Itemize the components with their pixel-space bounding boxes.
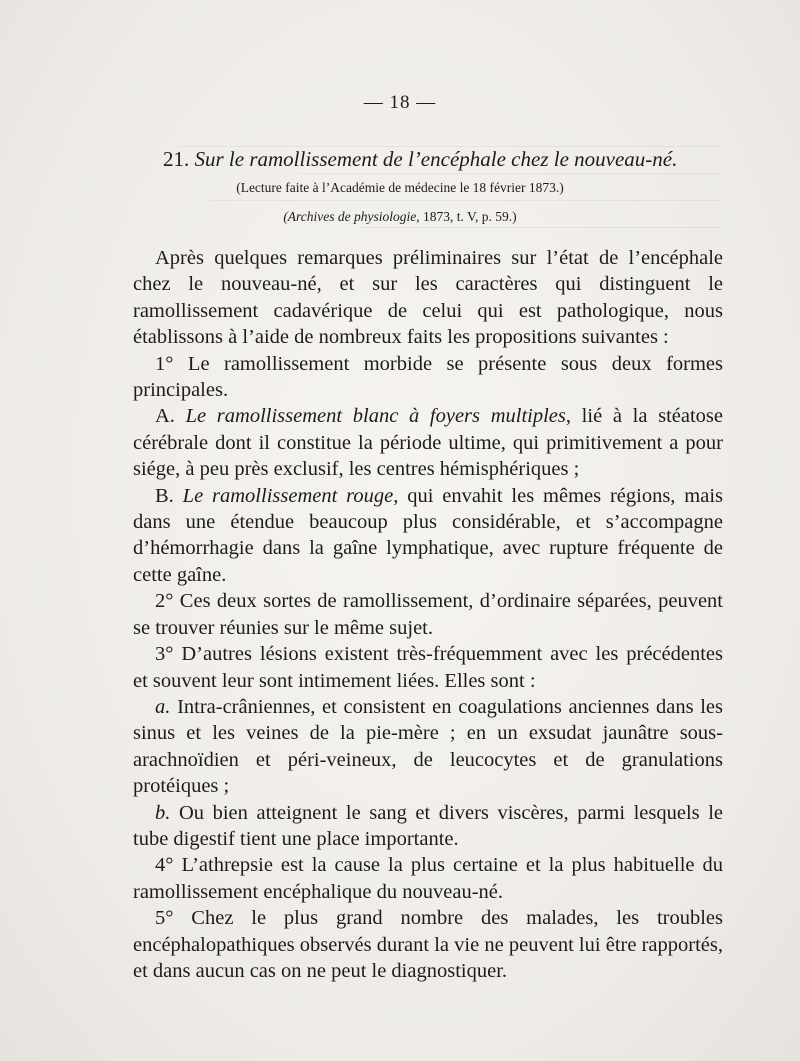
section-title: Sur le ramollissement de l’encéphale chez le nouveau-né.	[194, 147, 678, 171]
item-b-label: b.	[155, 801, 171, 824]
form-a-title: Le ramollissement blanc à foyers multiples	[185, 405, 566, 428]
page-number: — 18 —	[363, 92, 437, 113]
form-a-text: , lié à la stéatose cérébrale dont il constitue la période ultime, qui primitivement a pour siége, à peu près exclusif, les centres hémisphériques ;	[133, 405, 724, 481]
item-b-text: Ou bien atteignent le sang et divers viscères, parmi lesquels le tube digestif tient une place importante.	[133, 801, 724, 850]
proposition-3-item-a	[133, 694, 723, 800]
archives-citation: 1873, t. V, p. 59.)	[423, 209, 517, 224]
archives-journal: (Archives de physiologie,	[283, 209, 420, 224]
section-number: 21.	[163, 147, 190, 171]
archives-reference	[0, 209, 800, 225]
proposition-5: 5° Chez le plus grand nombre des malades, les troubles encéphalopathiques observés durant la vie ne peuvent lui être rapportés, et dans aucun cas on ne peut le diagnostiquer.	[133, 907, 723, 982]
proposition-2: 2° Ces deux sortes de ramollissement, d’ordinaire séparées, peuvent se trouver réunies sur le même sujet.	[133, 590, 723, 639]
item-a-text: Intra-crâniennes, et consistent en coagulations anciennes dans les sinus et les veines de la pie-mère ; en un exsudat jaunâtre sous-arachnoïdien et péri-veineux, de leucocytes et de granulations protéiques ;	[133, 695, 723, 798]
form-b-label: B.	[155, 484, 174, 507]
proposition-3: 3° D’autres lésions existent très-fréquemment avec les précédentes et souvent leur sont intimement liées. Elles sont :	[133, 643, 723, 692]
proposition-1: 1° Le ramollissement morbide se présente sous deux formes principales.	[133, 352, 723, 402]
proposition-4: 4° L’athrepsie est la cause la plus certaine et la plus habituelle du ramollissement encéphalique du nouveau-né.	[133, 854, 723, 903]
proposition-3-item-b	[133, 800, 723, 853]
body-text	[133, 245, 723, 984]
form-a-label: A.	[155, 405, 175, 428]
intro-paragraph: Après quelques remarques préliminaires sur l’état de l’encéphale chez le nouveau-né, et sur les caractères qui distinguent le ramollissement cadavérique de celui qui est pathologique, nous établissons à l’aide de nombreux faits les propositions suivantes :	[133, 247, 723, 349]
lecture-note: (Lecture faite à l’Académie de médecine le 18 février 1873.)	[236, 180, 564, 195]
proposition-1-form-a	[133, 403, 723, 482]
section-heading	[163, 147, 723, 172]
form-b-text: , qui envahit les mêmes régions, mais dans une étendue beaucoup plus considérable, et s’accompagne d’hémorrhagie dans la gaîne lymphatique, avec rupture fréquente de cette gaîne.	[133, 484, 724, 586]
item-a-label: a.	[155, 695, 171, 718]
proposition-1-form-b	[133, 483, 723, 589]
form-b-title: Le ramollissement rouge	[182, 484, 394, 507]
